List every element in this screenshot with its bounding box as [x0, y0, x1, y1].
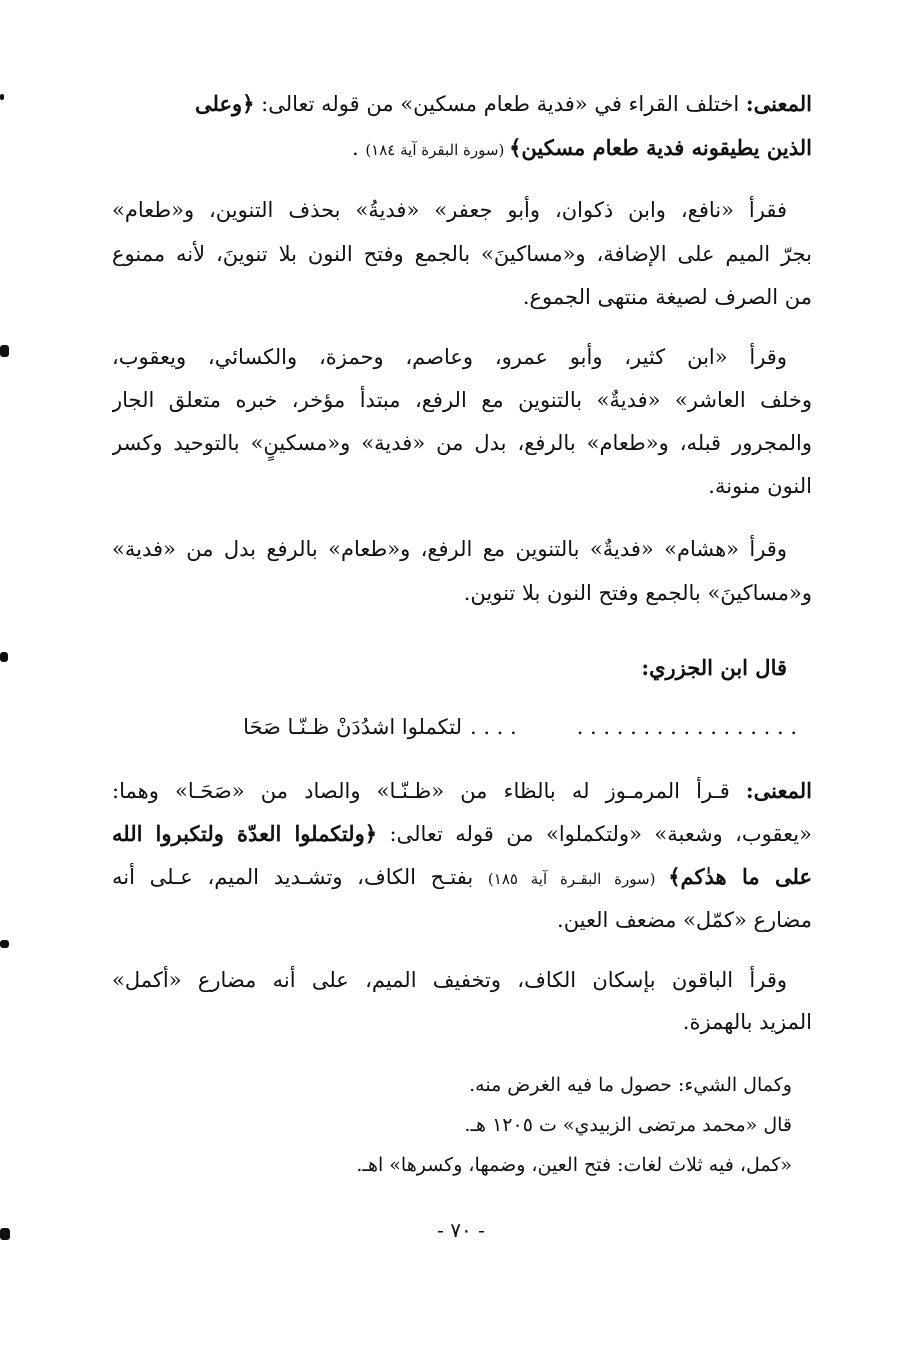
paragraph-5-line-4: مضارع «كمّل» مضعف العين. — [557, 908, 812, 932]
meaning-label: المعنى: — [745, 778, 812, 803]
paragraph-2-line-3: من الصرف لصيغة منتهى الجموع. — [522, 285, 812, 309]
text: «يعقوب، وشعبة» «ولتكملوا» من قوله تعالى: — [377, 822, 812, 846]
paragraph-3-line-3: والمجرور قبله، و«طعام» بالرفع، بدل من «فدية» و«مسكينٍ» بالتوحيد وكسر — [112, 431, 812, 455]
text: قـرأ المرمـوز له بالظاء من «ظـنّـا» والصاد من «صَحَـا» وهما: — [112, 779, 746, 803]
margin-mark — [0, 940, 9, 948]
text: بفتـح الكاف، وتشـديد الميم، عـلى أنه — [112, 865, 488, 889]
footnote-line-2: قال «محمد مرتضى الزبيدي» ت ١٢٠٥ هـ. — [464, 1114, 792, 1136]
footnote-line-3: «كمل، فيه ثلاث لغات: فتح العين، وضمها، وكسرها» اهـ. — [356, 1154, 792, 1176]
quran-quote: ﴿وعلى — [195, 91, 255, 116]
paragraph-3-line-2: وخلف العاشر» «فديةٌ» بالتنوين مع الرفع، مبتدأ مؤخر، خبره متعلق الجار — [112, 388, 812, 412]
paragraph-5-line-2 — [112, 814, 812, 854]
paragraph-2-line-1: فقرأ «نافع، وابن ذكوان، وأبو جعفر» «فديةُ» بحذف التنوين، و«طعام» — [112, 198, 787, 222]
paragraph-6-line-2: المزيد بالهمزة. — [682, 1010, 812, 1034]
page-number: - ٧٠ - — [437, 1218, 485, 1242]
paragraph-3-line-1: وقرأ «ابن كثير، وأبو عمرو، وعاصم، وحمزة، والكسائي، ويعقوب، — [112, 345, 787, 369]
verse-dots: . . . . — [469, 715, 517, 739]
paragraph-4-line-1: وقرأ «هشام» «فديةٌ» بالتنوين مع الرفع، و«طعام» بالرفع بدل من «فدية» — [112, 537, 787, 561]
quran-quote: على ما هدٰكم﴾ — [668, 864, 812, 889]
quran-quote: الذين يطيقونه فدية طعام مسكين﴾ — [509, 135, 812, 160]
paragraph-4-line-2: و«مساكينَ» بالجمع وفتح النون بلا تنوين. — [463, 581, 812, 605]
paragraph-2-line-2: بجرّ الميم على الإضافة، و«مساكينَ» بالجمع وفتح النون بلا تنوينَ، لأنه ممنوع — [112, 242, 812, 266]
footnote-line-1: وكمال الشيء: حصول ما فيه الغرض منه. — [469, 1074, 792, 1096]
verse-line — [140, 707, 797, 747]
paragraph-6-line-1: وقرأ الباقون بإسكان الكاف، وتخفيف الميم، على أنه مضارع «أكمل» — [112, 968, 787, 992]
verse-dots: . . . . . . . . . . . . . . . . . — [576, 715, 797, 739]
paragraph-1-line-2 — [115, 128, 812, 170]
margin-mark — [0, 345, 9, 357]
paragraph-3-line-4: النون منونة. — [708, 474, 812, 498]
paragraph-1-line-1 — [115, 84, 812, 124]
surah-reference: (سورة البقـرة آية ١٨٥) — [487, 870, 669, 888]
meaning-label: المعنى: — [745, 91, 812, 116]
surah-reference: (سورة البقرة آية ١٨٤) — [365, 141, 510, 159]
paragraph-5-line-1 — [112, 771, 812, 811]
text: اختلف القراء في «فدية طعام مسكين» من قوله تعالى: — [254, 92, 746, 116]
margin-mark — [0, 94, 4, 100]
quran-quote: ﴿ولتكملوا العدّة ولتكبروا الله — [112, 821, 378, 846]
verse-text: لتكملوا اشدُدَنْ ظـنّـا صَحَا — [243, 715, 462, 739]
text: . — [351, 136, 366, 160]
margin-mark — [0, 652, 8, 662]
verse-heading: قال ابن الجزري: — [641, 655, 787, 680]
paragraph-5-line-3 — [112, 857, 812, 899]
